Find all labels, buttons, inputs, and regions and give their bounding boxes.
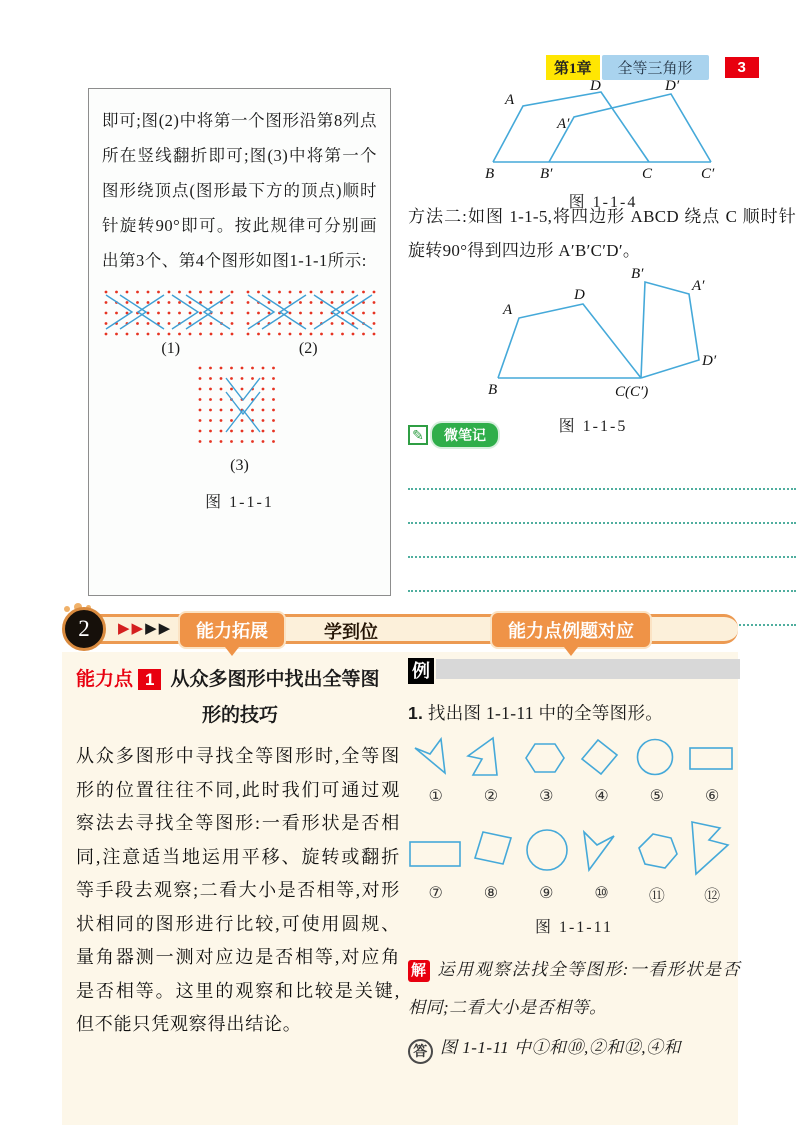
label-B: B bbox=[488, 382, 498, 398]
shape-number: ⑫ bbox=[704, 888, 721, 905]
page-number-badge: 3 bbox=[725, 57, 759, 78]
label-A-prime: A′ bbox=[557, 116, 570, 132]
dot-figure-labels bbox=[102, 340, 377, 358]
arrow-icons: ▶▶▶▶ bbox=[118, 619, 173, 637]
label-D-prime: D′ bbox=[665, 78, 680, 94]
shape-number: ⑩ bbox=[594, 885, 609, 902]
pencil-icon: ✎ bbox=[408, 425, 428, 445]
figure-1-1-4 bbox=[443, 78, 763, 182]
tilted-square-shape bbox=[475, 832, 511, 864]
method2-text: 方法二:如图 1-1-5,将四边形 ABCD 绕点 C 顺时针旋转90°得到四边形 A′B′C′D′。 bbox=[408, 207, 796, 260]
note-line bbox=[408, 524, 796, 558]
ability-point-paragraph: 从众多图形中寻找全等图形时,全等图形的位置往往不同,此时我们可通过观察法去寻找全等图形:一看形状是否相同,注意适当地运用平移、旋转或翻折等手段去观察;二看大小是否相等,对形状相同的图形进行比较,可使用圆规、量角器测一测对应边是否相等,对应角是否相等。这里的观察和比较是关键,但不能只凭观察得出结论。 bbox=[76, 746, 400, 1034]
right-column-top bbox=[408, 78, 798, 444]
shape-number: ⑥ bbox=[704, 788, 720, 805]
example-header-bar bbox=[436, 659, 740, 679]
shape-numbers-row-1 bbox=[408, 786, 740, 806]
micronote-badge: 微笔记 bbox=[432, 423, 498, 447]
figure-1-1-11-caption: 图 1-1-11 bbox=[534, 919, 614, 936]
note-lines bbox=[408, 456, 796, 626]
solution-box bbox=[88, 88, 391, 596]
ability-point-label: 能力点 bbox=[76, 669, 134, 690]
hexagon-shape bbox=[526, 744, 564, 772]
figure-1-1-4-caption: 图 1-1-4 bbox=[568, 194, 638, 211]
answer-block bbox=[408, 1029, 740, 1067]
label-B-prime: B′ bbox=[540, 166, 553, 182]
label-C-C-prime: C(C′) bbox=[615, 384, 649, 400]
figure-label-2: (2) bbox=[298, 340, 318, 357]
dot-figure-2 bbox=[244, 288, 377, 338]
answer-badge: 答 bbox=[408, 1039, 433, 1064]
label-A: A bbox=[503, 302, 513, 318]
shape-number: ⑧ bbox=[483, 885, 499, 902]
shapes-row-2 bbox=[408, 820, 740, 878]
concave-polygon-shape bbox=[468, 738, 497, 775]
banner-badge-ability: 能力拓展 bbox=[178, 611, 286, 649]
circle-shape bbox=[638, 740, 673, 775]
chapter-title-badge: 全等三角形 bbox=[602, 55, 709, 80]
label-A: A bbox=[505, 92, 515, 108]
banner-middle-label: 学到位 bbox=[324, 622, 378, 642]
label-B: B bbox=[485, 166, 495, 182]
solution-badge: 解 bbox=[408, 960, 430, 982]
note-line bbox=[408, 456, 796, 490]
ability-point-title-line1: 从众多图形中找出全等图 bbox=[170, 669, 380, 690]
label-D: D bbox=[590, 78, 601, 94]
example-header bbox=[408, 658, 740, 684]
hexagon-shape bbox=[639, 834, 677, 868]
ability-point-number-badge: 1 bbox=[138, 669, 161, 690]
ability-point-heading bbox=[76, 662, 404, 734]
shape-number: ② bbox=[483, 788, 499, 805]
micronote-header bbox=[408, 424, 498, 446]
dot-figures-row bbox=[102, 288, 377, 338]
ability-point-title-line2: 形的技巧 bbox=[201, 705, 278, 726]
section-number-badge: 2 bbox=[62, 607, 106, 651]
shape-numbers-row-2 bbox=[408, 883, 740, 906]
question-number: 1. bbox=[408, 703, 424, 723]
chapter-badge: 第1章 bbox=[546, 55, 600, 80]
dot-figure-3 bbox=[196, 364, 284, 452]
shape-number: ③ bbox=[539, 788, 554, 805]
note-line bbox=[408, 558, 796, 592]
solution-text: 运用观察法找全等图形:一看形状是否相同;二看大小是否相等。 bbox=[408, 960, 740, 1017]
label-C-prime: C′ bbox=[701, 166, 715, 182]
diamond-shape bbox=[582, 740, 617, 774]
label-C: C bbox=[642, 166, 653, 182]
example-question bbox=[408, 700, 740, 725]
shape-number: ④ bbox=[594, 788, 609, 805]
shape-number: ⑤ bbox=[649, 788, 664, 805]
shape-number: ⑦ bbox=[428, 885, 443, 902]
shape-number: ⑪ bbox=[648, 888, 665, 905]
figure-1-1-5-caption: 图 1-1-5 bbox=[558, 418, 628, 435]
example-column bbox=[408, 658, 740, 1067]
page-header bbox=[546, 55, 759, 80]
shape-number: ① bbox=[428, 788, 443, 805]
label-B-prime: B′ bbox=[631, 266, 644, 282]
answer-text: 图 1-1-11 中①和⑩,②和⑫,④和 bbox=[440, 1038, 682, 1057]
label-D-prime: D′ bbox=[702, 353, 717, 369]
long-rectangle-shape bbox=[410, 842, 460, 866]
banner-badge-examples: 能力点例题对应 bbox=[490, 611, 652, 649]
question-text: 找出图 1-1-11 中的全等图形。 bbox=[427, 703, 664, 723]
figure-1-1-1-caption: 图 1-1-1 bbox=[205, 494, 274, 511]
figure-1-1-5 bbox=[443, 266, 743, 406]
figure-label-1: (1) bbox=[161, 340, 181, 357]
dart-shape bbox=[584, 832, 614, 870]
section-banner bbox=[62, 606, 738, 654]
shape-number: ⑨ bbox=[539, 885, 554, 902]
shapes-row-1 bbox=[408, 735, 740, 781]
note-line bbox=[408, 490, 796, 524]
label-D: D bbox=[574, 287, 585, 303]
dot-figure-1 bbox=[102, 288, 235, 338]
example-label-badge: 例 bbox=[408, 658, 434, 684]
rectangle-shape bbox=[690, 748, 732, 769]
figure-label-3: (3) bbox=[230, 457, 249, 474]
solution-block bbox=[408, 951, 740, 1027]
concave-polygon-shape bbox=[692, 822, 728, 874]
label-A-prime: A′ bbox=[692, 278, 705, 294]
circle-shape bbox=[527, 830, 567, 870]
dart-shape bbox=[415, 739, 445, 773]
solution-paragraph: 即可;图(2)中将第一个图形沿第8列点所在竖线翻折即可;图(3)中将第一个图形绕顶点(图形最下方的顶点)顺时针旋转90°即可。按此规律可分别画出第3个、第4个图形如图1-1-1所示: bbox=[102, 111, 377, 270]
